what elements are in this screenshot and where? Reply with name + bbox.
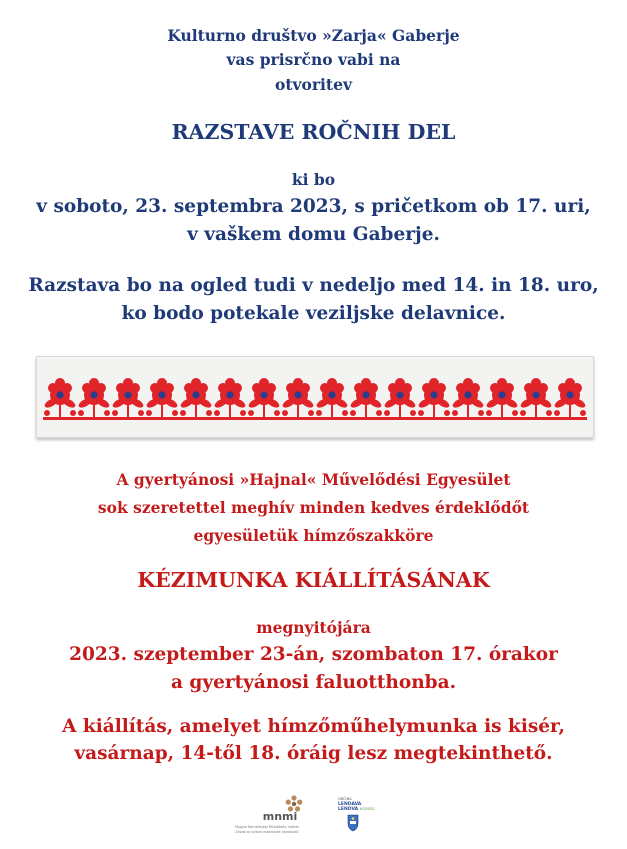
sl-kibo: ki bo bbox=[291, 170, 336, 189]
embroidery-motif bbox=[179, 378, 213, 417]
sl-opening: otvoritev bbox=[275, 75, 352, 94]
embroidery-motif bbox=[349, 378, 383, 417]
sl-title: RAZSTAVE ROČNIH DEL bbox=[171, 120, 456, 144]
embroidery-band bbox=[43, 417, 587, 420]
coat-of-arms-icon bbox=[348, 815, 358, 831]
embroidery-motif bbox=[315, 378, 349, 417]
embroidery-motif bbox=[43, 378, 77, 417]
mnmi-logo bbox=[222, 793, 312, 839]
hu-sunday: vasárnap, 14-től 18. óráig lesz megtekinthető. bbox=[74, 743, 553, 764]
hu-invite: sok szeretettel meghív minden kedves érdeklődőt bbox=[97, 498, 530, 517]
sl-organizer: Kulturno društvo »Zarja« Gaberje bbox=[167, 26, 460, 45]
hu-date: 2023. szeptember 23-án, szombaton 17. órakor bbox=[69, 644, 558, 665]
embroidery-motif bbox=[145, 378, 179, 417]
hu-venue: a gyertyánosi faluotthonba. bbox=[170, 672, 457, 693]
hu-exhibition: A kiállítás, amelyet hímzőműhelymunka is kisér, bbox=[62, 716, 565, 737]
embroidery-motif bbox=[213, 378, 247, 417]
embroidery-motif bbox=[519, 378, 553, 417]
embroidery-motif bbox=[553, 378, 587, 417]
sl-sunday: Razstava bo na ogled tudi v nedeljo med 14. in 18. uro, bbox=[28, 275, 599, 296]
embroidery-motif bbox=[383, 378, 417, 417]
embroidery-motif bbox=[77, 378, 111, 417]
mnmi-caption-1: Magyar Nemzetiségi Művelődési Intézet bbox=[235, 825, 299, 829]
hu-circle: egyesületük hímzőszakköre bbox=[193, 526, 434, 545]
lendava-line2: LENDVA bbox=[338, 807, 359, 812]
sl-venue: v vaškem domu Gaberje. bbox=[187, 224, 440, 245]
sl-invite: vas prisrčno vabi na bbox=[226, 50, 401, 69]
sl-date: v soboto, 23. septembra 2023, s pričetkom ob 17. uri, bbox=[36, 196, 591, 217]
lendava-line1: LENDAVA bbox=[338, 802, 362, 807]
embroidery-motif bbox=[111, 378, 145, 417]
hu-title: KÉZIMUNKA KIÁLLÍTÁSÁNAK bbox=[137, 568, 490, 592]
mnmi-wordmark: mnmi bbox=[262, 810, 298, 823]
lendava-small: OBČINA bbox=[338, 797, 352, 801]
embroidery-image bbox=[36, 356, 594, 438]
lendava-tail: KÖZSÉG bbox=[360, 807, 375, 811]
embroidery-motif bbox=[281, 378, 315, 417]
embroidery-motif bbox=[451, 378, 485, 417]
hu-organizer: A gyertyánosi »Hajnal« Művelődési Egyesület bbox=[116, 470, 511, 489]
embroidery-motif bbox=[417, 378, 451, 417]
lendava-logo bbox=[330, 795, 390, 833]
embroidery-motif bbox=[485, 378, 519, 417]
mnmi-caption-2: Zavod za kulturo madžarske narodnosti bbox=[235, 830, 299, 834]
hu-opening: megnyitójára bbox=[256, 618, 371, 637]
embroidery-motif bbox=[247, 378, 281, 417]
sl-workshops: ko bodo potekale veziljske delavnice. bbox=[121, 303, 506, 324]
